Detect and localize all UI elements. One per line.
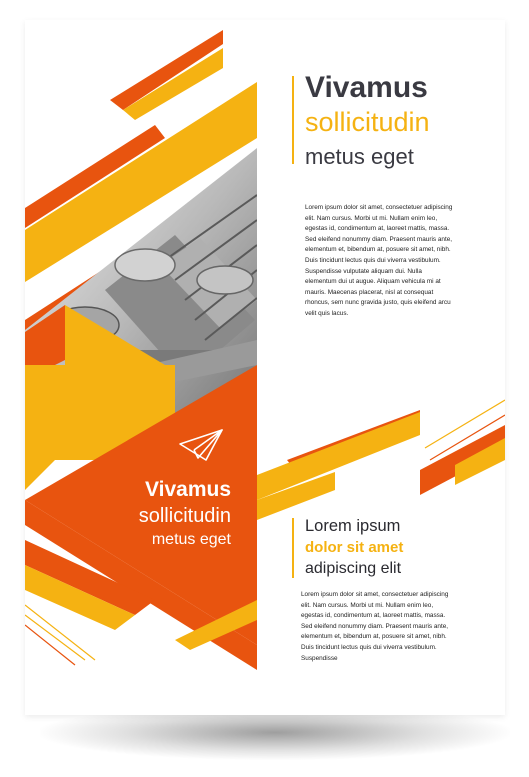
accent-bar-top <box>292 76 294 164</box>
subheading-line3: adipiscing elit <box>305 560 402 577</box>
triangle-line2: sollicitudin <box>138 505 231 527</box>
accent-bar-bottom <box>292 518 294 578</box>
brochure-page <box>25 20 505 715</box>
thin-line-2 <box>25 625 75 665</box>
body-text-top: Lorem ipsum dolor sit amet, consectetuer adipiscing elit. Nam cursus. Morbi ut mi. Nullam enim leo, egestas id, condimentum at, laoreet mattis, massa. Sed eleifend nonummy diam. Praesent mauris ante, elementum et, bibendum at, posuere sit amet, nibh. Duis tincidunt lectus quis dui viverra vestibulum. Suspendisse vulputate aliquam dui. Nulla elementum dui ut augue. Aliquam vehicula mi at mauris. Maecenas placerat, nisl at consequat rhoncus, sem nunc gravida justo, quis eleifend arcu velit quis lacus. <box>305 204 453 317</box>
stripe-right-yellow <box>257 412 420 500</box>
subheading-line2: dolor sit amet <box>305 539 404 556</box>
body-text-bottom: Lorem ipsum dolor sit amet, consectetuer adipiscing elit. Nam cursus. Morbi ut mi. Nullam enim leo, egestas id, condimentum at, laoreet mattis, massa. Sed eleifend nonummy diam. Praesent mauris ante, elementum et, bibendum at, posuere sit amet, nibh. Duis tincidunt lectus quis dui viverra vestibulum. Suspendisse <box>301 591 449 662</box>
thin-line-1 <box>25 615 85 660</box>
title-line2: sollicitudin <box>305 107 430 137</box>
subheading-line1: Lorem ipsum <box>305 517 401 535</box>
triangle-line1: Vivamus <box>145 478 231 501</box>
title-line3: metus eget <box>305 144 414 169</box>
triangle-line3: metus eget <box>151 531 231 548</box>
title-line1: Vivamus <box>305 71 428 104</box>
